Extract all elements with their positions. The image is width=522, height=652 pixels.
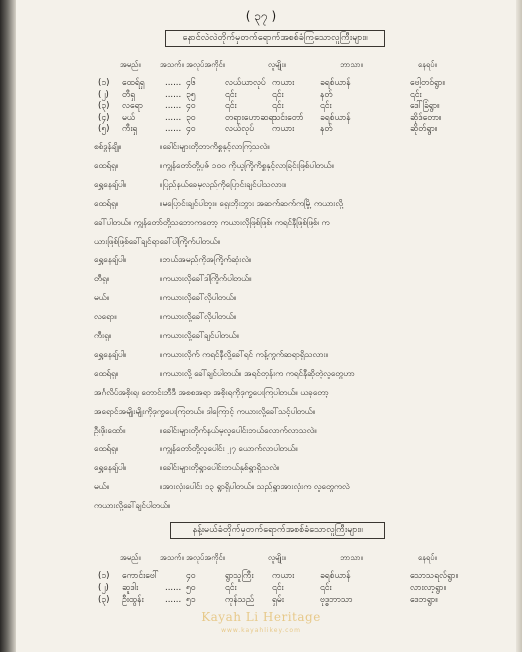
table-row [0,100,522,112]
row-index: (၅) [98,124,110,134]
speaker-label: တီရှ။ [94,273,110,284]
residence: ဗေါ့တဝ်ရွာ။ [410,78,445,88]
age: ၄၀ [186,101,196,111]
speaker-label: စစ်ဒွန်ချို။ [94,141,122,151]
occupation: တရားဟောဆရာ [225,112,277,123]
person-name: ဦးထွန်း [122,595,144,605]
age: ၄၆ [186,78,196,88]
row-index: (၃) [98,101,110,111]
age: ၅၁ [186,595,196,605]
age: ၃၀ [186,112,196,123]
table-row [0,77,522,89]
dot-leader: ...... [165,101,182,111]
age: ၄၀ [186,124,196,134]
speaker-label: ရွှေနေချ်ပါ။ [94,462,127,473]
speaker-label: ထေရ်ရှ။ [94,197,119,208]
watermark-title: Kayah Li Heritage [201,610,321,624]
occupation: ၎င်း [225,101,237,111]
person-name: မယ် [122,112,136,123]
dot-leader: ...... [165,595,182,605]
person-name: လရော [122,101,143,111]
dot-leader: ...... [165,78,182,88]
dialog-text: ။ကယားလိုက် ကရင်နီလို့ခေါ်ရင် ကန့်ကွက်ဆရာရှိသလား။ [160,348,329,359]
header-residence: နေရပ်။ [418,60,437,69]
age: ၅၀ [186,583,196,593]
speaker-label: မယ်။ [94,292,110,303]
table-row [0,89,522,101]
speaker-label: ဦးဖိုးထော်။ [94,424,126,435]
residence: ဒေါ်ခြံရွာ။ [410,101,440,111]
occupation: ရွာသူကြီး [225,571,254,581]
person-name: ကီးရှ [122,124,138,134]
dialog-text: ။ကယားလို့ ခေါ်ချင်ပါတယ်။ အရင်တုန်းက ကရင်နီဆိုတဲ့လူတွေဟာ [160,367,355,378]
dialog-text: ။ကယားလိုခေါ်လိုပါတယ်။ [160,292,237,303]
dialog-text: ။အားလုံးပေါင်း ၁၃ ရွာရှိပါတယ်။ သည်ရွာအားလုံးက လူတွေကလဲ [160,481,350,492]
dialog-text: ။ကယားလို့ခေါ်လိုပါတယ်။ [160,311,237,322]
dialog-text: ။ပြည်နယ်ခေမှလည်ကိုပြောင်းချင်ပါသလား။ [160,178,287,189]
religion: ၎င်း [320,101,332,111]
religion: ခရစ်ယာန် [320,112,351,123]
dot-leader: ...... [165,583,182,593]
header-race: လူမျိုး။ [268,60,286,69]
speaker-label: ထေရ်ရှ။ [94,159,119,170]
row-index: (၂) [98,89,109,100]
race: ကယား [272,78,295,88]
religion: ခရစ်ယာန် [320,78,351,88]
dialog-text: အရောင်အမျိုးမျိုးကိုဒုက္ခပေးကြတယ်။ ဒါကြောင့် ကယားလို့ခေါ်သင့်ပါတယ်။ [94,405,316,416]
residence: ဆိုတ်ရွာ။ [410,124,438,134]
table-row [0,570,522,582]
table-row [0,582,522,594]
speaker-label: ရွှေနေချ်ပါ။ [94,348,127,359]
page-number: ( ၃၇ ) [245,9,277,23]
race: ၎င်း [272,89,284,100]
row-index: (၃) [98,595,110,605]
table-row [0,594,522,606]
occupation: ကုန်သည် [225,595,255,605]
residence: သောသရလ်ရွာ။ [410,571,459,581]
speaker-label: ကီးရှ။ [94,330,112,340]
dialog-text: ။ခေါင်းများတိုရွာပေါင်းဘယ်နှစ်ရွာရှိသလဲ။ [160,462,280,473]
dialog-text: ။ဘယ်အမည်ကိုအကြိုက်ဆုံးလဲ။ [160,254,252,265]
dialog-text: ။ခေါင်းများတိုဘာကိစ္စနှင့်လာကြသလဲ။ [160,141,270,151]
religion: ဗုဒ္ဓဘာသာ [320,595,353,605]
dialog-text: ။မပြောင်းချင်ပါဘူး။ ရှေးဘိုးဘွား အဆက်ဆက်ကမြို့ ကယားလို့ [160,197,344,208]
race: ၎င်း [272,583,284,593]
occupation: ၎င်း [225,89,237,100]
watermark-url: www.kayahlikey.com [221,627,301,634]
dialog-text: အင်္ဂလိပ်အစိုးရ၊ တောင်းဘီဒီ အစစအရာ အစိုးရကိုဒုက္ခပေးကြပါတယ်။ ယခုတော့ [94,386,329,397]
race: ကယား [272,124,295,134]
person-name: ထေရ်ရှ [122,78,145,88]
occupation: လယ်လုပ် [225,124,255,134]
race: ၎င်း [272,101,284,111]
speaker-label: ထေရ်ရှ။ [94,367,119,378]
speaker-label: ရွှေနေချ်ပါ။ [94,254,127,265]
occupation: ၎င်း [225,583,237,593]
person-name: ကောင်းဗေါ် [122,571,159,581]
dialog-text: ။ကျွန်တော်တို့ပုဇ် ၁၀၀ ကိုယူကြိုကိစ္စနှင့်လာခြင်းဖြစ်ပါတယ်။ [160,159,334,170]
race: ယင်းတော် [272,112,304,123]
header-religion: ဘာသာ။ [340,60,363,69]
row-index: (၄) [98,112,110,123]
dialog-text: ။ကယားလို့ခေါ်ချင်ပါတယ်။ [160,330,239,340]
person-name: ဆူဒါး [122,583,139,593]
row-index: (၁) [98,571,110,581]
row-index: (၂) [98,583,109,593]
dialog-text: ။ခေါင်းများတိုက်နယ်မှလူပေါင်းဘယ်လောက်လာသလဲ။ [160,424,317,435]
header-age-job: အသက်။ အလုပ်အကိုင်။ [160,60,225,69]
dot-leader: ...... [165,112,182,123]
occupation: လယ်ယာလုပ် [225,78,266,88]
dot-leader: ...... [165,124,182,134]
race: ရှမ်း [272,595,284,605]
dialog-text: ခေါ်ပါတယ်။ ကျွန်တော်တို့သဘောကတော့ ကယားလိုဖြစ်ဖြစ်၊ ကရင်နီဖြစ်ဖြစ်၊ က [94,216,330,227]
table-row [0,112,522,124]
residence: လားလာ့ရွာ။ [410,583,447,593]
dot-leader: ...... [165,89,182,100]
row-index: (၁) [98,78,110,88]
section2-header [0,553,522,564]
speaker-label: ရွှေနေချ်ပါ။ [94,178,127,189]
header-residence: နေရပ်။ [418,553,437,562]
dialog-text: ကယားလို့ခေါ်ချင်ပါတယ်။ [94,500,171,511]
header-religion: ဘာသာ။ [340,553,363,562]
person-name: တီရှ [122,89,136,100]
residence: ၎င်း [410,89,422,100]
religion: ၎င်း [320,583,332,593]
section1-header [0,60,522,71]
header-name: အမည်။ [120,553,141,562]
residence: ဒေဘရွာ။ [410,595,438,605]
header-race: လူမျိုး။ [268,553,286,562]
header-name: အမည်။ [120,60,141,69]
section1-title: နောင်လဲလဲတိုက်မှတက်ရောက်အစစ်ခံကြသောလူကြီးများ။ [165,30,385,47]
age: ၄၀ [186,571,196,581]
religion: နတ် [320,124,333,134]
header-age-job: အသက်။ အလုပ်အကိုင်။ [160,553,225,562]
religion: ခရစ်ယာန် [320,571,351,581]
religion: နတ် [320,89,333,100]
dialog-text: ယားဖြစ်ဖြစ်ခေါ်ချင်ရာခေါ်ပါကြိုက်ပါတယ်။ [94,235,221,246]
dialog-text: ။ကယားလိုခေါ်ဒါကြိုက်ပါတယ်။ [160,273,252,284]
age: ၃၅ [186,89,196,100]
residence: ဆိုဒ်တော။ [410,112,442,123]
race: ကယား [272,571,295,581]
speaker-label: မယ်။ [94,481,110,492]
section2-title: နန့်းမယ်ခံတိုက်မှတက်ရောက်အစစ်ခံသောလူကြီးများ။ [170,522,385,539]
speaker-label: ထေရ်ရှ။ [94,443,119,454]
dialog-text: ။ကျွန်တော်တို့လူပေါင်း ၂၇ ယောက်လာပါတယ်။ [160,443,298,454]
speaker-label: လရော။ [94,311,117,322]
table-row [0,123,522,135]
